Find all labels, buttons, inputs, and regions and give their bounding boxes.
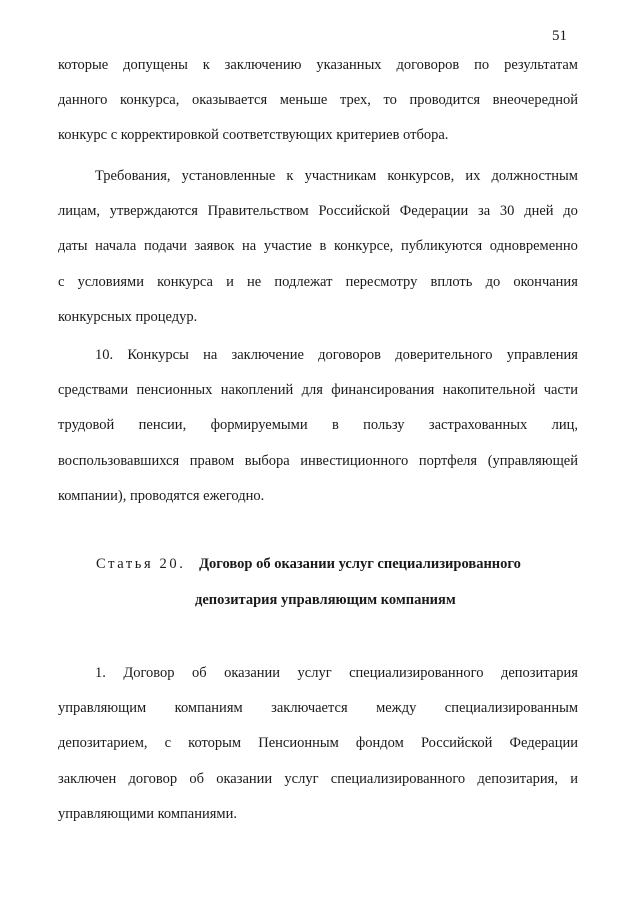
text-line: заключен договор об оказании услуг специализированного депозитария, и: [58, 770, 578, 787]
text-line: Требования, установленные к участникам конкурсов, их должностным: [95, 168, 578, 184]
article-title-line2: депозитария управляющим компаниям: [195, 592, 456, 608]
article-label: Статья 20.: [96, 556, 186, 572]
text-line: конкурс с корректировкой соответствующих критериев отбора.: [58, 127, 449, 144]
text-line: лицам, утверждаются Правительством Российской Федерации за 30 дней до: [58, 203, 578, 220]
text-line: депозитарием, с которым Пенсионным фондом Российской Федерации: [58, 735, 578, 752]
article-heading: [96, 556, 521, 573]
text-line: управляющими компаниями.: [58, 805, 237, 822]
text-line: воспользовавшихся правом выбора инвестиционного портфеля (управляющей: [58, 452, 578, 469]
text-line: управляющим компаниям заключается между специализированным: [58, 700, 578, 717]
text-line: трудовой пенсии, формируемыми в пользу застрахованных лиц,: [58, 417, 578, 434]
text-line: данного конкурса, оказывается меньше трех, то проводится внеочередной: [58, 92, 578, 109]
text-line: конкурсных процедур.: [58, 308, 198, 325]
text-line: даты начала подачи заявок на участие в конкурсе, публикуются одновременно: [58, 238, 578, 255]
text-line: 10. Конкурсы на заключение договоров доверительного управления: [95, 347, 578, 363]
paragraph-item-10: [58, 338, 578, 514]
text-line: средствами пенсионных накоплений для финансирования накопительной части: [58, 382, 578, 399]
paragraph-contest-conditions: [58, 48, 578, 154]
text-line: с условиями конкурса и не подлежат пересмотру вплоть до окончания: [58, 273, 578, 290]
paragraph-participant-requirements: [58, 159, 578, 335]
text-line: которые допущены к заключению указанных договоров по результатам: [58, 57, 578, 73]
article-title-line1: Договор об оказании услуг специализированного: [199, 556, 521, 572]
page-number: 51: [552, 28, 567, 44]
paragraph-article-item-1: [58, 656, 578, 832]
text-line: компании), проводятся ежегодно.: [58, 487, 265, 504]
text-line: 1. Договор об оказании услуг специализированного депозитария: [95, 665, 578, 681]
